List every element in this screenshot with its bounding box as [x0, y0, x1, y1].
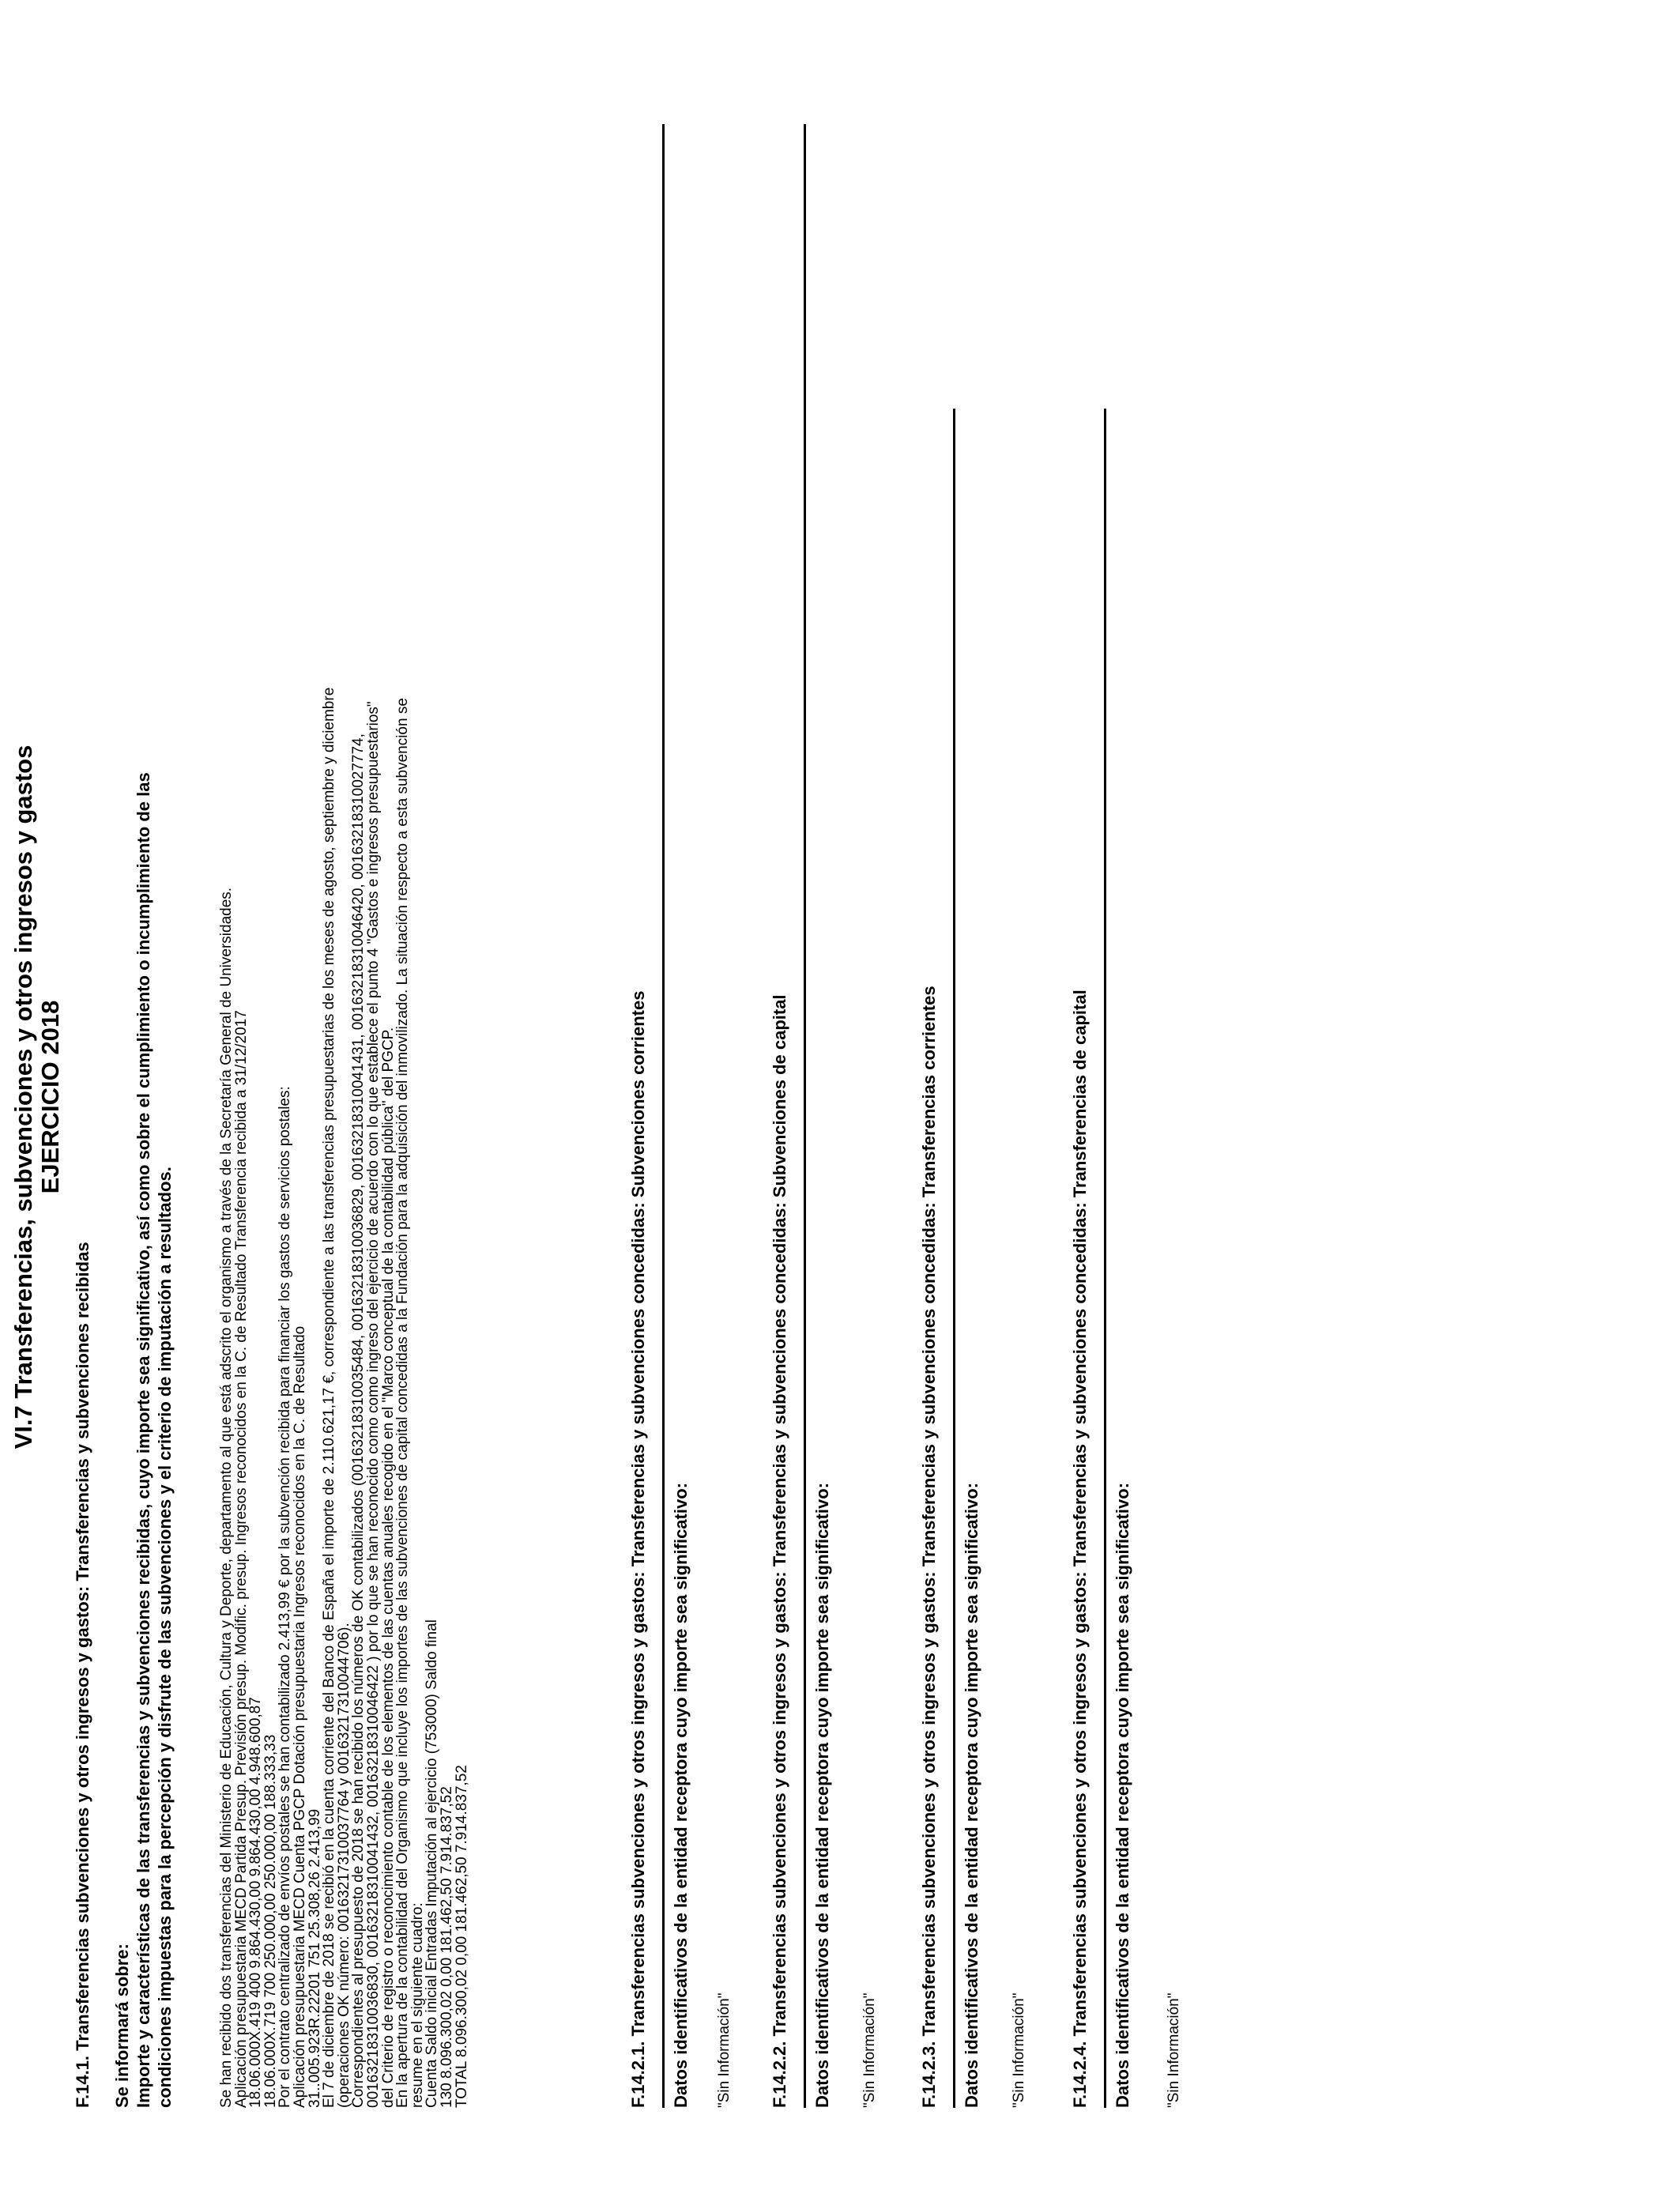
- body-line: Se han recibido dos transferencias del Ministerio de Educación, Cultura y Deporte, departamento al que está adscrito el organismo a través de la Secretaría General de Universidades.: [218, 887, 235, 2108]
- f1422-value: "Sin Información": [861, 1992, 878, 2108]
- body-line: Aplicación presupuestaria MECD Partida Presup. Previsión presup. Modific. presup. Ingresos reconocidos en la C. de Resultado Transferencia recibida a 31/12/2017: [232, 1010, 250, 2108]
- body-line: resume en el siguiente cuadro:: [409, 1902, 426, 2108]
- body-line: 130 8.096.300,02 0,00 181.462,50 7.914.837,52: [438, 1786, 455, 2108]
- body-line: 00163218310036830, 00163218310041432, 00163218310046422 ) por lo que se han reconocido como como ingreso del ejercicio de acuerdo con lo que establece el punto 4 "Gastos e ingresos presupuestarios": [364, 701, 382, 2108]
- body-line: En la apertura de la contabilidad del Organismo que incluye los importes de las subvenciones de capital concedidas a la Fundación para la adquisición del inmovilizado. La situación respecto a esta subvención se: [394, 698, 412, 2108]
- f141-body: [220, 688, 469, 2108]
- body-line: del Criterio de registro o reconocimiento contable de los elementos de las cuentas anuales recogido en el "Marco conceptual de la contabilidad pública" del PGCP.: [379, 1027, 397, 2108]
- body-line: 18.06.000X.719 700 250.000,00 250.000,00 188.333,33: [262, 1734, 279, 2108]
- f1423-rule: [953, 409, 955, 2108]
- body-line: Correspondientes al presupuesto de 2018 se han recibido los números de OK contabilizados (00163218310035484, 00163218310036829, 00163218310041431, 00163218310046420, 00163218310027774,: [350, 733, 367, 2108]
- f1422-rule: [804, 124, 806, 2108]
- f1421-rule: [662, 124, 665, 2108]
- f1423-label: Datos identificativos de la entidad receptora cuyo importe sea significativo:: [962, 1483, 981, 2108]
- f1424-label: Datos identificativos de la entidad receptora cuyo importe sea significativo:: [1113, 1483, 1132, 2108]
- f1424-heading: F.14.2.4. Transferencias subvenciones y otros ingresos y gastos: Transferencias y subvenciones concedidas: Transferencias de capital: [1070, 990, 1090, 2108]
- f141-heading: F.14.1. Transferencias subvenciones y otros ingresos y gastos: Transferencias y subvenciones recibidas: [73, 1242, 92, 2108]
- body-line: Aplicación presupuestaria MECD Cuenta PGCP Dotación presupuestaria Ingresos reconocidos en la C. de Resultado: [291, 1325, 308, 2108]
- body-line: El 7 de diciembre de 2018 se recibió en la cuenta corriente del Banco de España el importe de 2.110.621,17 €, correspondiente a las transferencias presupuestarias de los meses de agosto, septiembre y diciembre: [321, 687, 338, 2108]
- body-line: (operaciones OK número: 00163217310037764 y 00163217310044706).: [335, 1623, 352, 2108]
- body-line: 18.06.000X.419 400 9.864.430,00 9.864.430,00 4.948.600,87: [247, 1697, 265, 2108]
- f1422-heading: F.14.2.2. Transferencias subvenciones y otros ingresos y gastos: Transferencias y subvenciones concedidas: Subvenciones de capital: [770, 994, 789, 2108]
- f1421-heading: F.14.2.1. Transferencias subvenciones y otros ingresos y gastos: Transferencias y subvenciones concedidas: Subvenciones corrientes: [628, 990, 648, 2108]
- body-line: TOTAL 8.096.300,02 0,00 181.462,50 7.914.837,52: [453, 1765, 470, 2108]
- f1421-value: "Sin Información": [716, 1992, 733, 2108]
- body-line: Por el contrato centralizado de envíos postales se han contabilizado 2.413,99 € por la subvención recibida para financiar los gastos de servicios postales:: [277, 1086, 294, 2108]
- f1424-value: "Sin Información": [1166, 1992, 1182, 2108]
- inform-line-1: Importe y características de las transferencias y subvenciones recibidas, cuyo importe sea significativo, así como sobre el cumplimiento o incumplimiento de las: [134, 772, 153, 2108]
- body-line: 31..005.923R.22201 751 25.308,26 2.413,99: [306, 1808, 323, 2108]
- page-year: EJERCICIO 2018: [36, 1000, 64, 1194]
- f1424-rule: [1104, 409, 1106, 2108]
- f1421-label: Datos identificativos de la entidad receptora cuyo importe sea significativo:: [671, 1483, 691, 2108]
- f1422-label: Datos identificativos de la entidad receptora cuyo importe sea significativo:: [812, 1483, 832, 2108]
- page-title: VI.7 Transferencias, subvenciones y otros ingresos y gastos: [9, 745, 37, 1449]
- f1423-value: "Sin Información": [1011, 1992, 1027, 2108]
- f1423-heading: F.14.2.3. Transferencias subvenciones y otros ingresos y gastos: Transferencias y subvenciones concedidas: Transferencias corrientes: [919, 986, 939, 2108]
- body-line: Cuenta Saldo inicial Entradas Imputación al ejercicio (753000) Saldo final: [424, 1619, 441, 2108]
- inform-line-2: condiciones impuestas para la percepción y disfrute de las subvenciones y el criterio de imputación a resultados.: [155, 1167, 175, 2108]
- inform-label: Se informará sobre:: [112, 1943, 132, 2108]
